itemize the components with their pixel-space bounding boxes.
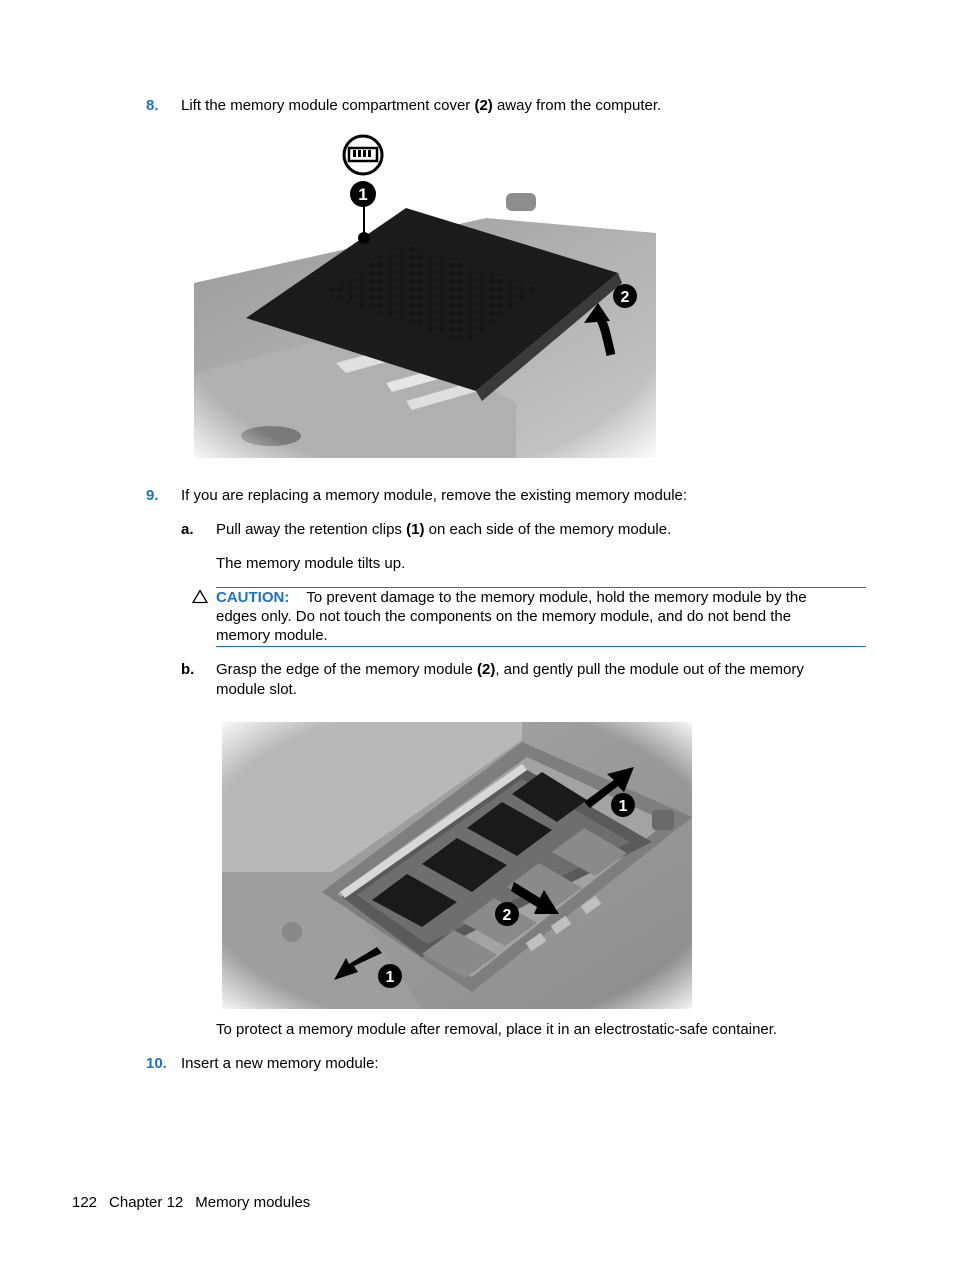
caution-line-3: memory module. bbox=[216, 627, 328, 644]
substep-b-letter: b. bbox=[181, 661, 195, 678]
substep-a-text: Pull away the retention clips (1) on each side of the memory module. bbox=[216, 521, 672, 538]
chapter-label: Chapter 12 bbox=[109, 1194, 184, 1211]
substep-b-text: Grasp the edge of the memory module (2), and gently pull the module out of the memory bbox=[216, 661, 804, 678]
step-9-text: If you are replacing a memory module, remove the existing memory module: bbox=[181, 487, 688, 504]
figure-compartment-cover bbox=[186, 133, 660, 463]
step-number: 9. bbox=[146, 487, 159, 504]
step-10 bbox=[146, 1054, 167, 1073]
step-8 bbox=[146, 96, 159, 115]
substep-b-text-line-2: module slot. bbox=[216, 681, 297, 698]
caution-icon bbox=[192, 589, 208, 608]
caution-bottom-rule bbox=[216, 646, 866, 647]
after-removal-note: To protect a memory module after removal, place it in an electrostatic-safe container. bbox=[216, 1021, 778, 1038]
step-number: 10. bbox=[146, 1055, 167, 1072]
page-number: 122 bbox=[72, 1194, 98, 1211]
step-9 bbox=[146, 486, 159, 505]
figure-remove-module bbox=[222, 722, 692, 1009]
step-number: 8. bbox=[146, 97, 159, 114]
footer bbox=[72, 1193, 310, 1212]
caution-label: CAUTION: bbox=[216, 589, 290, 606]
chapter-title: Memory modules bbox=[195, 1194, 311, 1211]
step-8-text: Lift the memory module compartment cover (2) away from the computer. bbox=[181, 97, 662, 114]
substep-a-letter: a. bbox=[181, 521, 194, 538]
substep-a-note: The memory module tilts up. bbox=[216, 555, 406, 572]
step-10-text: Insert a new memory module: bbox=[181, 1055, 379, 1072]
caution-line-1: CAUTION: To prevent damage to the memory module, hold the memory module by the bbox=[216, 589, 807, 606]
caution-line-2: edges only. Do not touch the components on the memory module, and do not bend the bbox=[216, 608, 792, 625]
